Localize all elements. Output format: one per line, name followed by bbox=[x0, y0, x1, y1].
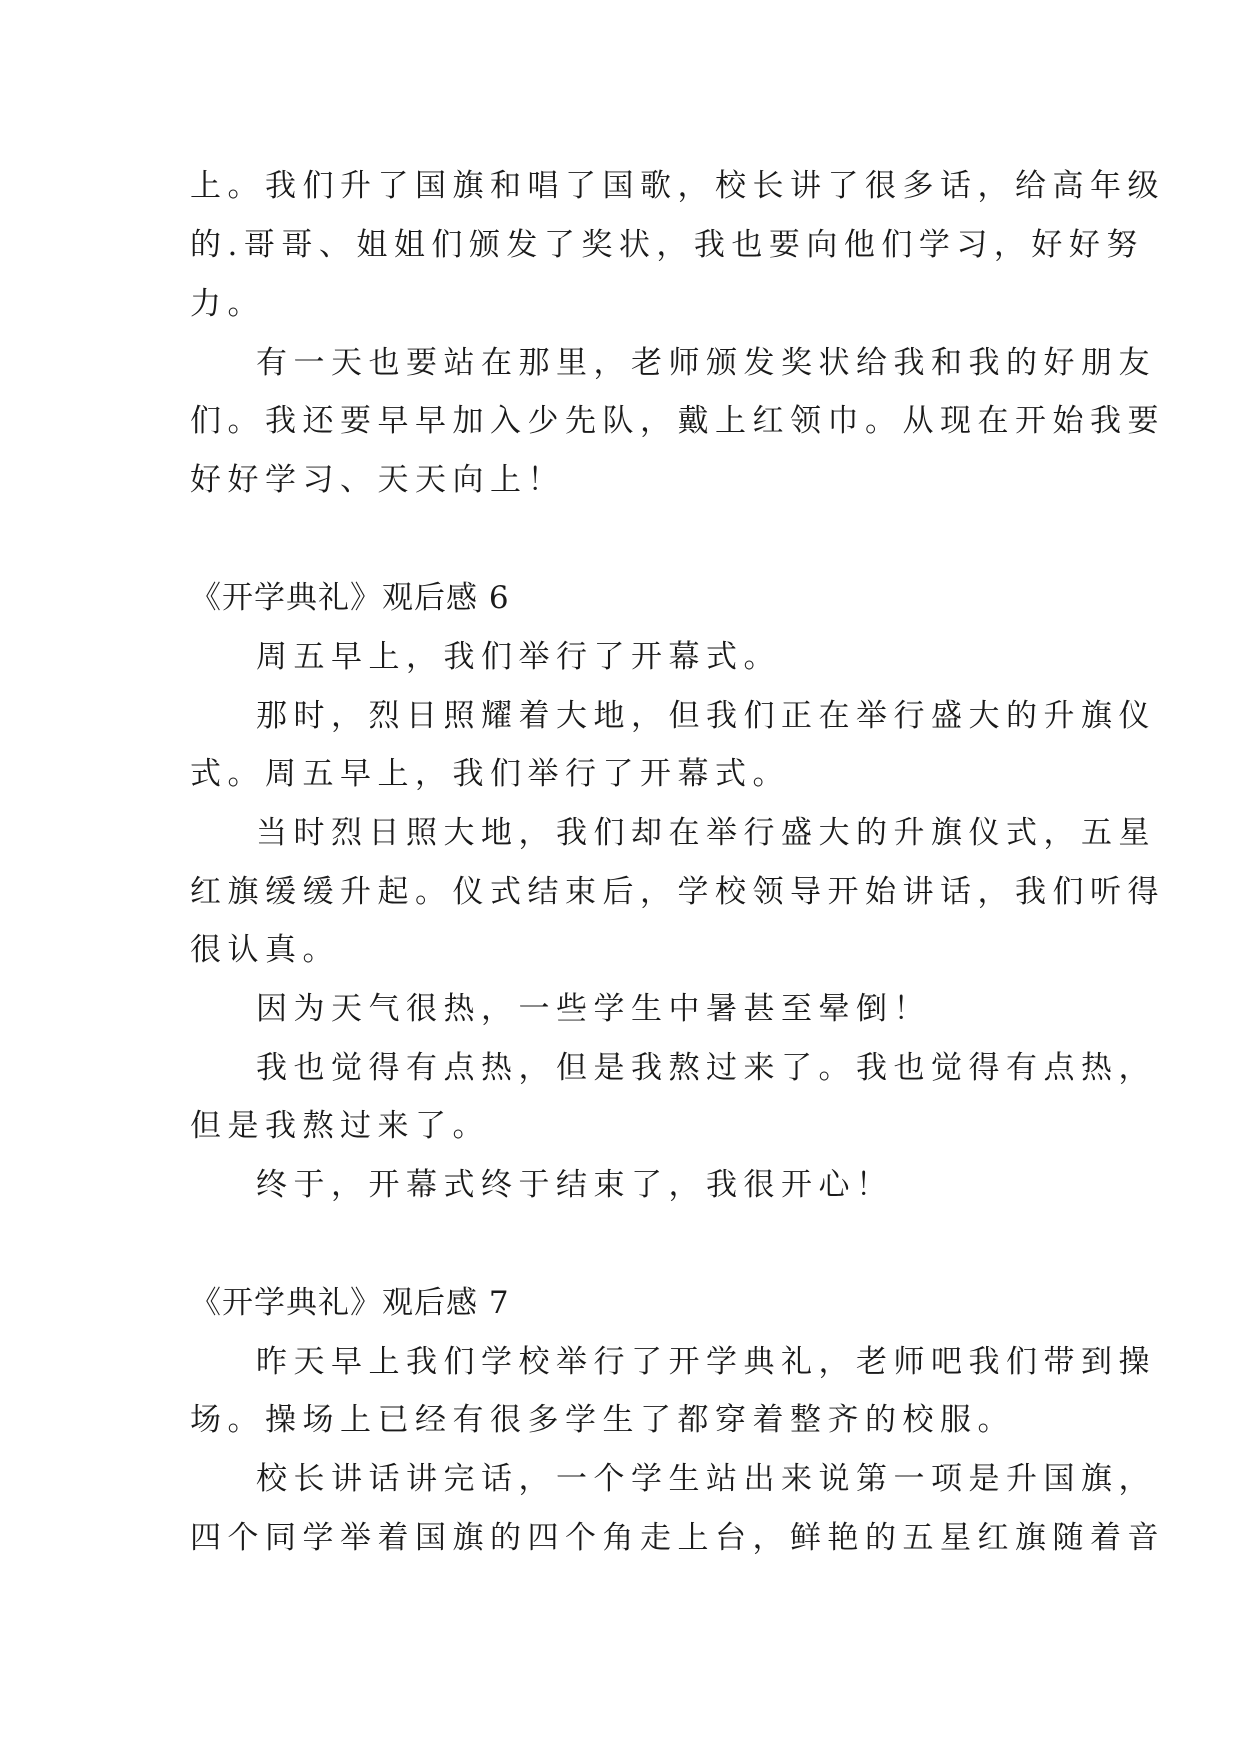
section-heading: 《开学典礼》观后感 6 bbox=[190, 580, 510, 616]
paragraph-line: 四个同学举着国旗的四个角走上台，鲜艳的五星红旗随着音 bbox=[190, 1520, 1165, 1556]
paragraph-line: 式。周五早上，我们举行了开幕式。 bbox=[190, 756, 790, 792]
paragraph-line: 终于，开幕式终于结束了，我很开心！ bbox=[256, 1167, 894, 1203]
section-heading: 《开学典礼》观后感 7 bbox=[190, 1285, 510, 1321]
paragraph-line: 那时，烈日照耀着大地，但我们正在举行盛大的升旗仪 bbox=[256, 698, 1156, 734]
paragraph-line: 上。我们升了国旗和唱了国歌，校长讲了很多话，给高年级 bbox=[190, 168, 1165, 204]
paragraph-line: 们。我还要早早加入少先队，戴上红领巾。从现在开始我要 bbox=[190, 403, 1165, 439]
paragraph-line: 很认真。 bbox=[190, 932, 340, 968]
paragraph-line: 红旗缓缓升起。仪式结束后，学校领导开始讲话，我们听得 bbox=[190, 874, 1165, 910]
paragraph-line: 当时烈日照大地，我们却在举行盛大的升旗仪式，五星 bbox=[256, 815, 1156, 851]
paragraph-line: 我也觉得有点热，但是我熬过来了。我也觉得有点热， bbox=[256, 1050, 1156, 1086]
paragraph-line: 场。操场上已经有很多学生了都穿着整齐的校服。 bbox=[190, 1402, 1015, 1438]
paragraph-line: 的.哥哥、姐姐们颁发了奖状，我也要向他们学习，好好努 bbox=[190, 227, 1144, 263]
paragraph-line: 因为天气很热，一些学生中暑甚至晕倒！ bbox=[256, 991, 931, 1027]
paragraph-line: 但是我熬过来了。 bbox=[190, 1108, 490, 1144]
paragraph-line: 校长讲话讲完话，一个学生站出来说第一项是升国旗， bbox=[256, 1461, 1156, 1497]
paragraph-line: 好好学习、天天向上！ bbox=[190, 462, 565, 498]
paragraph-line: 周五早上，我们举行了开幕式。 bbox=[256, 639, 781, 675]
paragraph-line: 有一天也要站在那里，老师颁发奖状给我和我的好朋友 bbox=[256, 345, 1156, 381]
paragraph-line: 力。 bbox=[190, 286, 265, 322]
paragraph-line: 昨天早上我们学校举行了开学典礼，老师吧我们带到操 bbox=[256, 1344, 1156, 1380]
